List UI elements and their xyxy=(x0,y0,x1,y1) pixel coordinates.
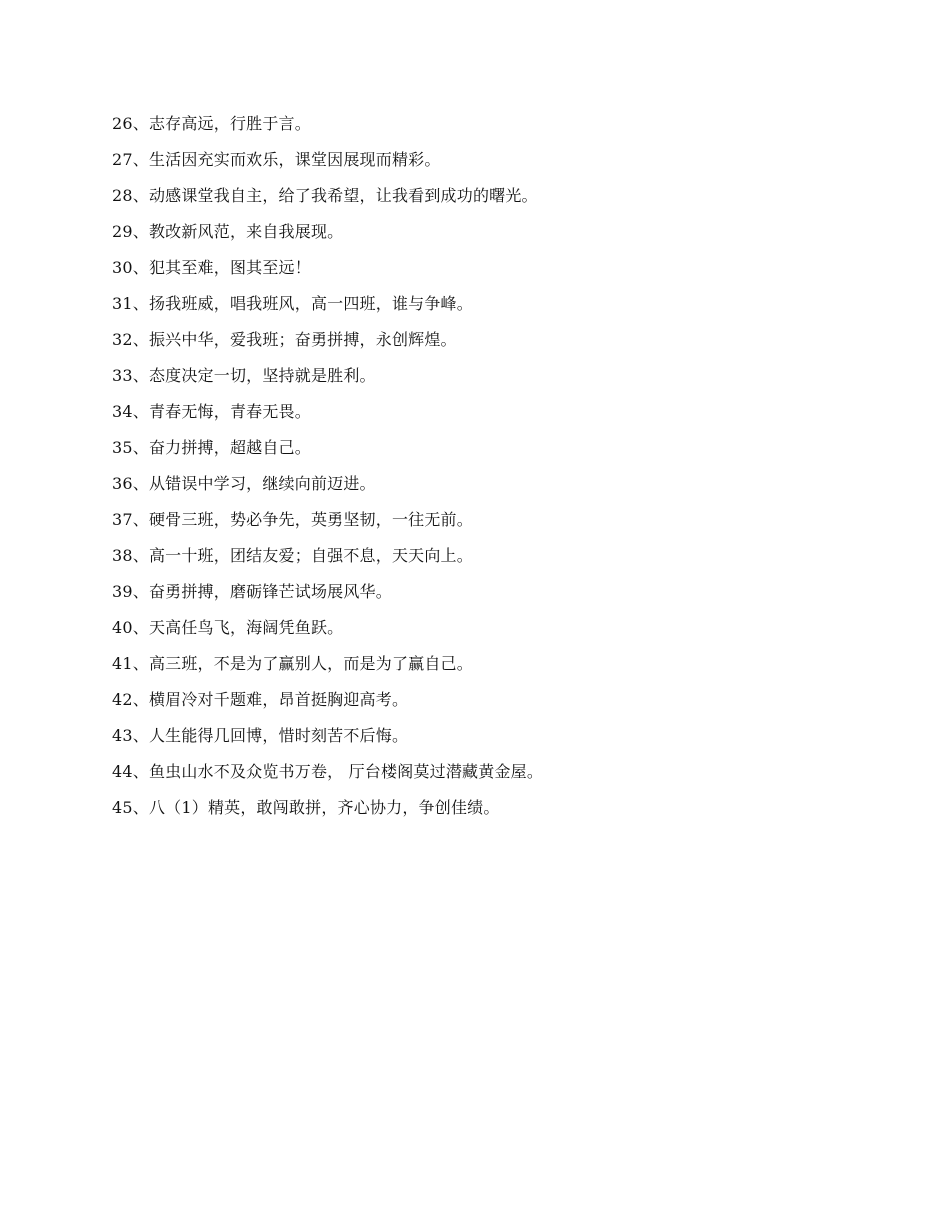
slogan-line-44: 44、鱼虫山水不及众览书万卷， 厅台楼阁莫过潜藏黄金屋。 xyxy=(112,762,544,781)
slogan-line-43: 43、人生能得几回博，惜时刻苦不后悔。 xyxy=(112,726,409,745)
slogan-line-42: 42、横眉冷对千题难，昂首挺胸迎高考。 xyxy=(112,690,409,709)
slogan-line-31: 31、扬我班威，唱我班风，高一四班，谁与争峰。 xyxy=(112,294,473,313)
slogan-line-45: 45、八（1）精英，敢闯敢拼，齐心协力，争创佳绩。 xyxy=(112,798,500,817)
slogan-line-34: 34、青春无悔，青春无畏。 xyxy=(112,402,311,421)
slogan-line-27: 27、生活因充实而欢乐，课堂因展现而精彩。 xyxy=(112,150,441,169)
slogan-line-35: 35、奋力拼搏，超越自己。 xyxy=(112,438,311,457)
slogan-line-37: 37、硬骨三班，势必争先，英勇坚韧，一往无前。 xyxy=(112,510,473,529)
slogan-line-40: 40、天高任鸟飞，海阔凭鱼跃。 xyxy=(112,618,344,637)
slogan-line-36: 36、从错误中学习，继续向前迈进。 xyxy=(112,474,376,493)
slogan-line-39: 39、奋勇拼搏，磨砺锋芒试场展风华。 xyxy=(112,582,392,601)
slogan-line-33: 33、态度决定一切，坚持就是胜利。 xyxy=(112,366,376,385)
slogan-line-26: 26、志存高远，行胜于言。 xyxy=(112,114,311,133)
slogan-list xyxy=(112,111,892,831)
slogan-line-28: 28、动感课堂我自主，给了我希望，让我看到成功的曙光。 xyxy=(112,186,538,205)
slogan-line-32: 32、振兴中华，爱我班；奋勇拼搏，永创辉煌。 xyxy=(112,330,457,349)
slogan-line-30: 30、犯其至难，图其至远！ xyxy=(112,258,311,277)
slogan-line-38: 38、高一十班，团结友爱；自强不息，天天向上。 xyxy=(112,546,473,565)
slogan-line-41: 41、高三班，不是为了赢别人，而是为了赢自己。 xyxy=(112,654,473,673)
slogan-line-29: 29、教改新风范，来自我展现。 xyxy=(112,222,344,241)
